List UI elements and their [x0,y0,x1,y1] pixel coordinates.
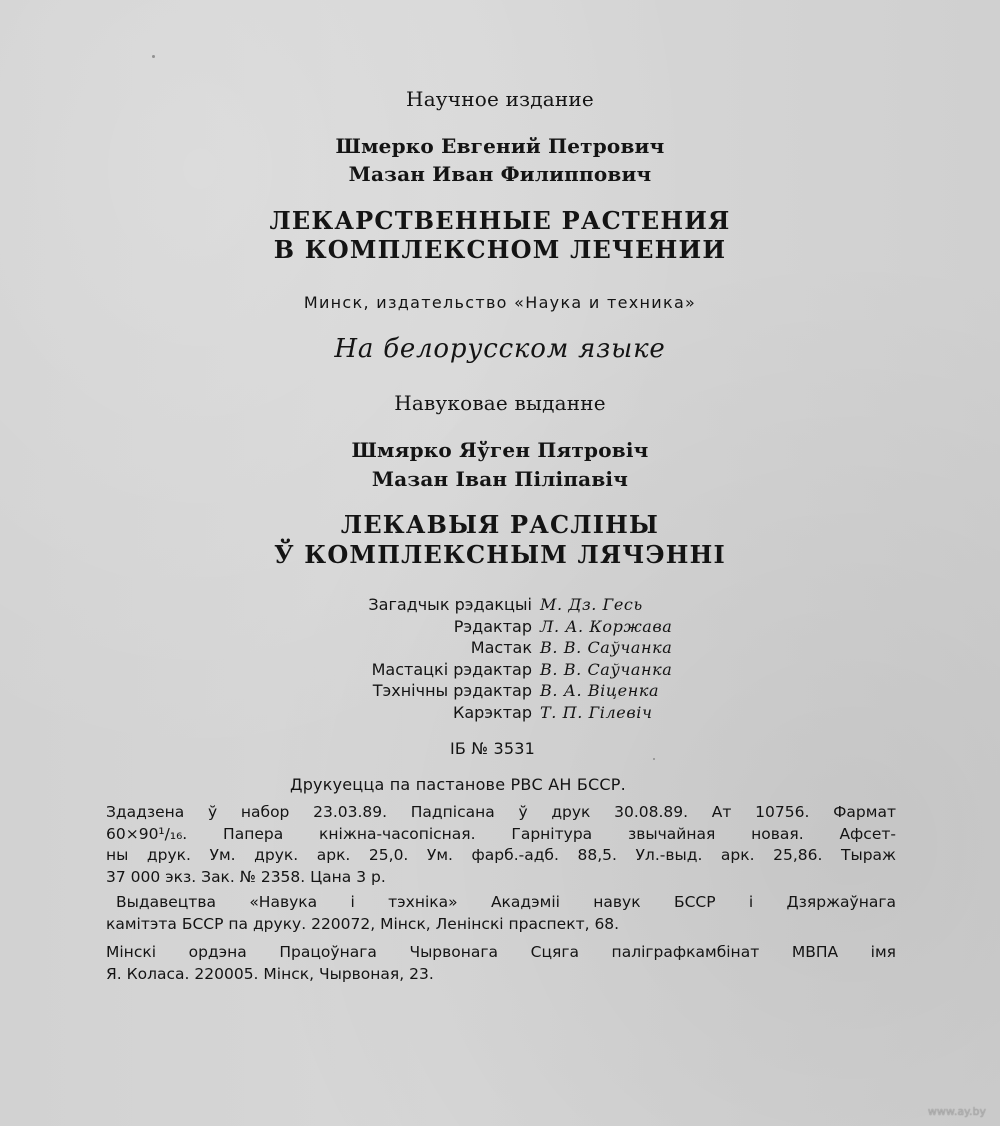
imprint-paragraph-3 [106,942,896,985]
book-title-line-2-be: Ў КОМПЛЕКСНЫМ ЛЯЧЭННІ [274,540,726,569]
credit-role: Загадчык рэдакцыі [368,595,532,614]
credit-name: В. В. Саўчанка [540,659,673,679]
imprint-line: ны друк. Ум. друк. арк. 25,0. Ум. фарб.-адб. 88,5. Ул.-выд. арк. 25,86. Тыраж [106,846,896,864]
imprint-line: Мінскі ордэна Працоўнага Чырвонага Сцяга паліграфкамбінат МВПА імя [106,943,896,961]
author-line-1-ru: Шмерко Евгений Петрович [335,134,665,158]
credit-name: В. А. Віценка [540,681,660,700]
imprint-line: Выдавецтва «Навука і тэхніка» Акадэміі навук БССР і Дзяржаўнага [116,893,896,911]
imprint-line: камітэта БССР па друку. 220072, Мінск, Ленінскі праспект, 68. [106,914,620,933]
credit-name: Т. П. Гілевіч [540,702,653,722]
edition-type-be: Навуковае выданне [394,391,606,415]
imprint-paragraph-2 [106,892,896,935]
author-line-2-ru: Мазан Иван Филиппович [348,162,652,186]
credit-role: Рэдактар [453,616,532,636]
imprint-line: Я. Коласа. 220005. Мінск, Чырвоная, 23. [106,964,434,983]
credit-role: Мастак [470,638,532,657]
author-line-1-be: Шмярко Яўген Пятровіч [351,438,649,462]
author-line-2-be: Мазан Іван Піліпавіч [371,467,629,491]
publisher-line-ru: Минск, издательство «Наука и техника» [303,293,697,312]
paper-speck [653,758,655,760]
book-title-line-1-ru: ЛЕКАРСТВЕННЫЕ РАСТЕНИЯ [269,206,731,235]
ib-number: ІБ № 3531 [450,739,536,758]
credit-row [0,616,1000,638]
imprint-paragraph-1 [106,802,896,888]
print-authorization: Друкуецца па пастанове РВС АН БССР. [290,775,626,794]
credit-row [0,594,1000,616]
language-note: На белорусском языке [334,334,666,364]
credit-role: Карэктар [452,702,532,722]
editorial-credits [0,594,1000,723]
credit-row [0,637,1000,659]
paper-speck [152,55,155,58]
imprint-line: Здадзена ў набор 23.03.89. Падпісана ў друк 30.08.89. Ат 10756. Фармат [106,803,896,821]
credit-row [0,702,1000,724]
credit-row [0,659,1000,681]
credit-name: В. В. Саўчанка [540,638,673,657]
imprint-line: 60×90¹/₁₆. Папера кніжна-часопісная. Гарнітура звычайная новая. Афсет- [106,824,896,843]
credit-row [0,680,1000,702]
credit-name: М. Дз. Гесь [540,595,643,614]
site-watermark: www.ay.by [927,1105,986,1118]
edition-type-ru: Научное издание [406,87,594,111]
imprint-line: 37 000 экз. Зак. № 2358. Цана 3 р. [106,867,386,886]
credit-name: Л. А. Коржава [540,616,673,636]
credit-role: Тэхнічны рэдактар [372,681,532,700]
book-title-line-2-ru: В КОМПЛЕКСНОМ ЛЕЧЕНИИ [273,235,727,264]
credit-role: Мастацкі рэдактар [371,659,532,679]
book-title-line-1-be: ЛЕКАВЫЯ РАСЛІНЫ [340,510,660,539]
